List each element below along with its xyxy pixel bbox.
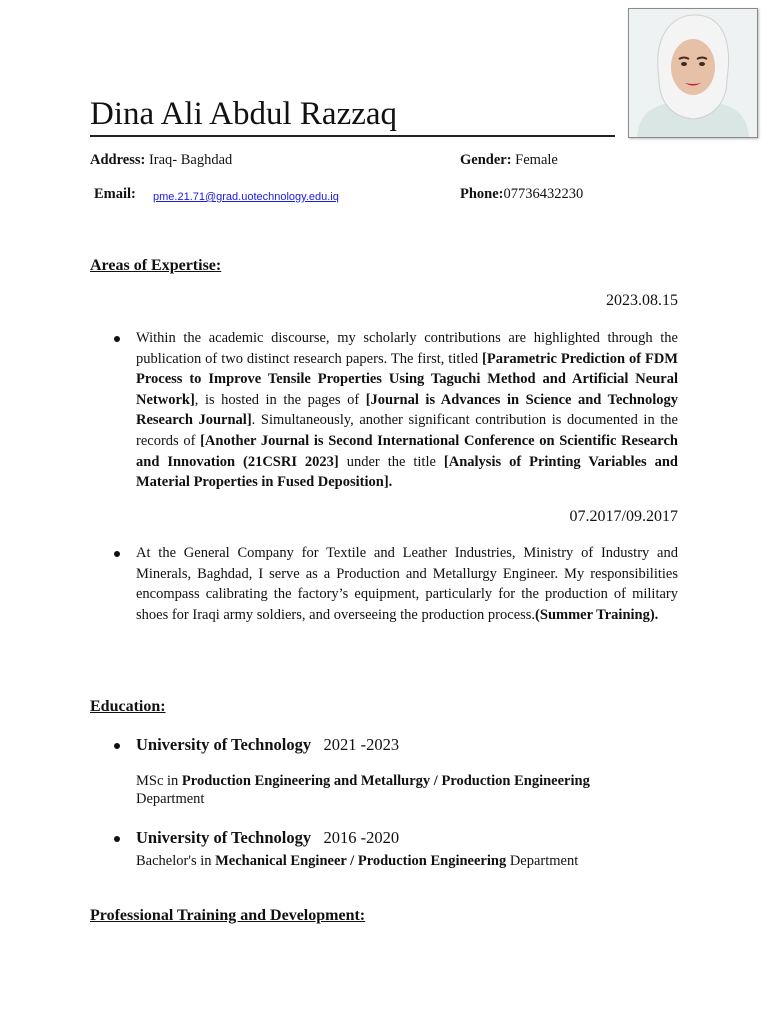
paragraph-text-run: [Analysis of Printing Variables and Material Properties in Fused Deposition].: [136, 453, 678, 491]
paragraph-text-run: [Another Journal is Second International Conference on Scientific Research and Innovation (21CSRI 2023]: [136, 432, 678, 470]
education-item-1-description: [136, 772, 636, 808]
training-heading: Professional Training and Development:: [90, 907, 366, 924]
education-item-2-years: 2016 -2020: [323, 828, 400, 847]
email-link-wrap: [153, 187, 339, 206]
email-link[interactable]: pme.21.71@grad.uotechnology.edu.iq: [153, 191, 339, 203]
bullet-icon: [114, 836, 120, 842]
email-line: [94, 185, 136, 203]
phone-line: [460, 185, 583, 203]
bullet-icon: [114, 743, 120, 749]
education-item-1-field: Production Engineering and Metallurgy / Production Engineering: [181, 773, 590, 789]
phone-value: 07736432230: [503, 186, 584, 202]
email-label: Email:: [94, 186, 136, 202]
address-line: [90, 151, 232, 169]
paragraph-text-run: [Parametric Prediction of FDM Process to Improve Tensile Properties Using Taguchi Method and Artificial Neural Network]: [136, 350, 678, 408]
education-item-1-suffix: Department: [136, 791, 205, 807]
candidate-name: Dina Ali Abdul Razzaq: [90, 96, 398, 132]
bullet-icon: [114, 551, 120, 557]
education-item-1-institution: University of Technology: [136, 735, 312, 754]
education-item-2-field: Mechanical Engineer / Production Engineering: [215, 853, 507, 869]
profile-photo: [628, 8, 758, 138]
paragraph-text-run: Within the academic discourse, my scholarly contributions are highlighted through the publication of two distinct research papers. The first, titled: [136, 330, 678, 367]
expertise-heading: Areas of Expertise:: [90, 257, 222, 274]
paragraph-text-run: [Journal is Advances in Science and Technology Research Journal]: [136, 391, 678, 429]
paragraph-text-run: under the title: [338, 453, 444, 470]
paragraph-text-run: , is hosted in the pages of: [194, 391, 366, 408]
education-item-1-degree: MSc in: [136, 773, 182, 789]
name-underline-divider: [90, 135, 615, 137]
education-item-2-degree: Bachelor's in: [136, 853, 216, 869]
address-value: Iraq- Baghdad: [148, 152, 233, 168]
paragraph-text-run: (Summer Training).: [535, 606, 659, 623]
education-item-2-suffix: Department: [506, 853, 579, 869]
expertise-date-2: 07.2017/09.2017: [569, 508, 678, 525]
expertise-date-1: 2023.08.15: [606, 292, 678, 309]
profile-photo-illustration: [629, 9, 757, 137]
gender-label: Gender:: [460, 152, 512, 168]
education-item-2-institution: University of Technology: [136, 828, 312, 847]
gender-line: [460, 151, 558, 169]
education-item-2-title: [136, 828, 399, 848]
education-item-1-years: 2021 -2023: [323, 735, 400, 754]
phone-label: Phone:: [460, 186, 504, 202]
education-heading: Education:: [90, 698, 166, 715]
paragraph-text-run: . Simultaneously, another significant contribution is documented in the records of: [136, 412, 678, 449]
expertise-paragraph-1: [136, 328, 678, 493]
paragraph-text-run: At the General Company for Textile and Leather Industries, Ministry of Industry and Minerals, Baghdad, I serve as a Production and Metallurgy Engineer. My responsibilities encompass calibrating the factory’s equipment, particularly for the production of military shoes for Iraqi army soldiers, and overseeing the production process.: [136, 545, 678, 623]
expertise-paragraph-2: [136, 543, 678, 625]
education-item-1-title: [136, 735, 399, 755]
gender-value: Female: [515, 152, 558, 168]
education-item-2-description: [136, 852, 696, 870]
bullet-icon: [114, 336, 120, 342]
address-label: Address:: [90, 152, 146, 168]
